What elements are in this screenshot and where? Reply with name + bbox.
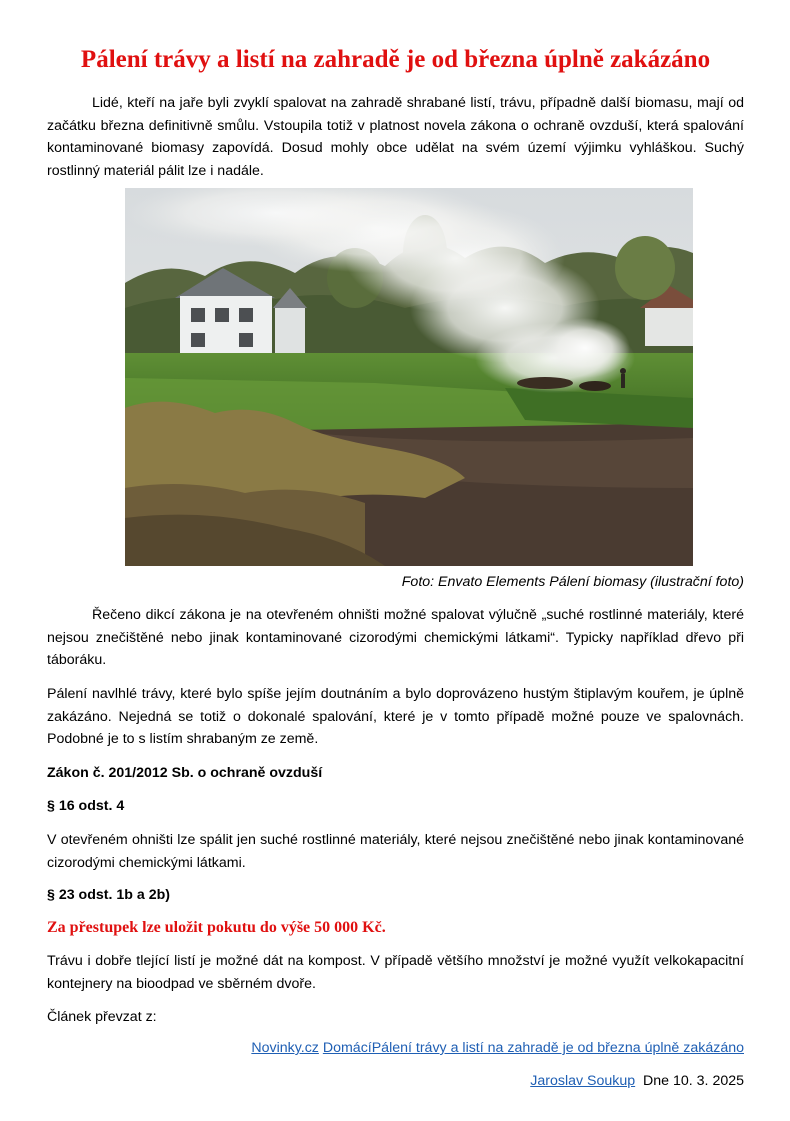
article-title: Pálení trávy a listí na zahradě je od března úplně zakázáno — [80, 46, 711, 73]
article-photo — [125, 188, 693, 566]
section-16-heading: § 16 odst. 4 — [47, 798, 125, 814]
fine-notice: Za přestupek lze uložit pokutu do výše 50 000 Kč. — [47, 919, 386, 936]
intro-paragraph: Lidé, kteří na jaře byli zvyklí spalovat na zahradě shrabané listí, trávu, případně další biomasu, mají od začátku března definitivně smůlu. Vstoupila totiž v platnost novela zákona o ochraně ovzduší, která spalování kontaminované biomasy zapovídá. Dosud mohly obce udělat na svém území výjimku vyhláškou. Suchý rostlinný materiál pálit lze i nadále. — [47, 95, 744, 179]
author-link[interactable]: Jaroslav Soukup — [530, 1073, 636, 1089]
wet-grass-paragraph: Pálení navlhlé trávy, které bylo spíše jejím doutnáním a bylo doprovázeno hustým štiplavým kouřem, je úplně zakázáno. Nejedná se totiž o dokonalé spalování, které je v tomto případě možné pouze ve spalovnách. Podobné je to s listím shrabaným ze země. — [47, 686, 744, 747]
burning-field-illustration — [125, 188, 693, 566]
law-heading: Zákon č. 201/2012 Sb. o ochraně ovzduší — [47, 765, 323, 781]
source-article-link[interactable]: DomácíPálení trávy a listí na zahradě je od března úplně zakázáno — [322, 1040, 744, 1056]
source-links — [47, 1040, 744, 1056]
compost-paragraph: Trávu i dobře tlející listí je možné dát na kompost. V případě většího množství je možné využít velkokapacitní kontejnery na bioodpad ve sběrném dvoře. — [47, 953, 744, 992]
source-site-link[interactable]: Novinky.cz — [251, 1040, 319, 1056]
photo-caption: Foto: Envato Elements Pálení biomasy (ilustrační foto) — [401, 574, 744, 590]
publish-date: Dne 10. 3. 2025 — [643, 1073, 744, 1089]
section-23-heading: § 23 odst. 1b a 2b) — [47, 887, 170, 903]
law-quote-paragraph: Řečeno dikcí zákona je na otevřeném ohništi možné spalovat výlučně „suché rostlinné materiály, které nejsou znečištěné nebo jinak kontaminované cizorodými chemickými látkami“. Typicky například dřevo při táboráku. — [47, 607, 744, 668]
section-16-text: V otevřeném ohništi lze spálit jen suché rostlinné materiály, které nejsou znečištěné nebo jinak kontaminované cizorodými chemickými látkami. — [47, 832, 744, 871]
source-label: Článek převzat z: — [47, 1009, 157, 1025]
author-line — [47, 1073, 744, 1089]
